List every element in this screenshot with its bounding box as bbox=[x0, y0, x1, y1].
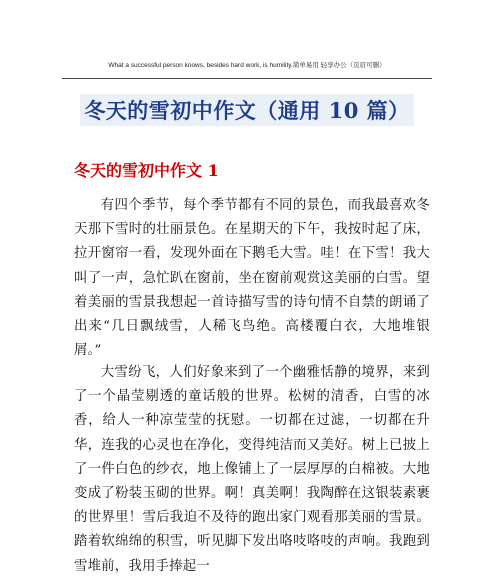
paragraph: 大雪纷飞，人们好象来到了一个幽雅恬静的境界，来到了一个晶莹剔透的童话般的世界。松树的清香，白雪的冰香，给人一种凉莹莹的抚慰。一切都在过滤，一切都在升华，连我的心灵也在净化，变得纯洁而又美好。树上已披上了一件白色的纱衣，地上像铺上了一层厚厚的白棉被。大地变成了粉装玉砌的世界。啊！真美啊！我陶醉在这银装素裹的世界里！雪后我迫不及待的跑出家门观看那美丽的雪景。踏着软绵绵的积雪，听见脚下发出咯吱咯吱的声响。我跑到雪堆前，我用手捧起一 bbox=[74, 365, 430, 574]
document-title-block bbox=[62, 95, 432, 125]
section-heading: 冬天的雪初中作文 1 bbox=[74, 161, 219, 180]
header-divider bbox=[62, 78, 432, 79]
page-header: What a successful person knows, besides hard work, is humility.简单易用 轻享办公（页眉可删） bbox=[108, 62, 386, 69]
paragraph: 有四个季节，每个季节都有不同的景色，而我最喜欢冬天那下雪时的壮丽景色。在星期天的下午，我按时起了床，拉开窗帘一看，发现外面在下鹅毛大雪。哇！在下雪！我大叫了一声，急忙趴在窗前，坐在窗前观赏这美丽的白雪。望着美丽的雪景我想起一首诗描写雪的诗句情不自禁的朗诵了出来“几日飘绒雪，人稀飞鸟绝。高楼覆白衣，大地堆银屑。” bbox=[74, 198, 430, 359]
document-title: 冬天的雪初中作文（通用 10 篇） bbox=[80, 94, 413, 126]
